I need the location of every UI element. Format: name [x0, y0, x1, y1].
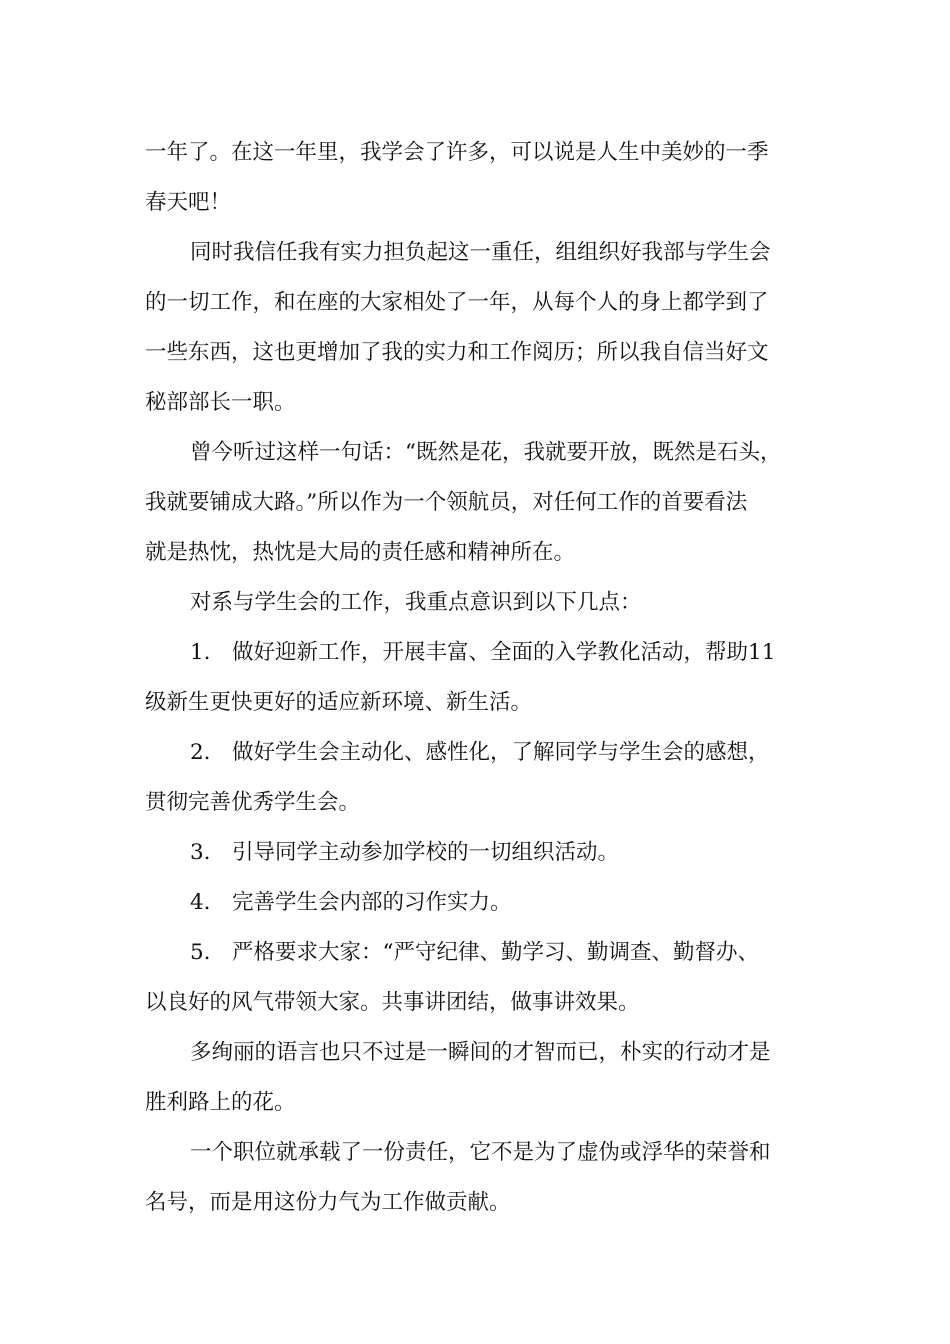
document-body [145, 128, 825, 1228]
text-line: 一个职位就承载了一份责任，它不是为了虚伪或浮华的荣誉和 [190, 1140, 771, 1165]
text-line: 的一切工作，和在座的大家相处了一年，从每个人的身上都学到了 [145, 290, 769, 315]
text-line: 一年了。在这一年里，我学会了许多，可以说是人生中美妙的一季 [145, 140, 769, 165]
text-line: 级新生更快更好的适应新环境、新生活。 [145, 690, 533, 715]
list-item-5 [145, 928, 825, 1028]
paragraph-6 [145, 1128, 825, 1228]
text-line: 胜利路上的花。 [145, 1090, 296, 1115]
text-line: 以良好的风气带领大家。共事讲团结，做事讲效果。 [145, 990, 640, 1015]
text-line: 3. 引导同学主动参加学校的一切组织活动。 [190, 840, 620, 865]
paragraph-5 [145, 1028, 825, 1128]
text-line: 1. 做好迎新工作，开展丰富、全面的入学教化活动，帮助11 [190, 640, 776, 665]
text-line: 4. 完善学生会内部的习作实力。 [190, 890, 512, 915]
paragraph-4 [145, 578, 825, 628]
paragraph-1 [145, 128, 825, 228]
list-item-2 [145, 728, 825, 828]
text-line: 一些东西，这也更增加了我的实力和工作阅历；所以我自信当好文 [145, 340, 769, 365]
text-line: 名号，而是用这份力气为工作做贡献。 [145, 1190, 511, 1215]
text-line: 贯彻完善优秀学生会。 [145, 790, 361, 815]
text-line: 2. 做好学生会主动化、感性化，了解同学与学生会的感想， [190, 740, 770, 765]
paragraph-2 [145, 228, 825, 428]
text-line: 曾今听过这样一句话：“既然是花，我就要开放，既然是石头， [190, 440, 782, 465]
text-line: 秘部部长一职。 [145, 390, 296, 415]
paragraph-3 [145, 428, 825, 578]
text-line: 多绚丽的语言也只不过是一瞬间的才智而已，朴实的行动才是 [190, 1040, 771, 1065]
list-item-3 [145, 828, 825, 878]
text-line: 对系与学生会的工作，我重点意识到以下几点： [190, 590, 642, 615]
text-line: 5. 严格要求大家：“严守纪律、勤学习、勤调查、勤督办、 [190, 940, 760, 965]
text-line: 就是热忱，热忱是大局的责任感和精神所在。 [145, 540, 576, 565]
list-item-4 [145, 878, 825, 928]
text-line: 同时我信任我有实力担负起这一重任，组组织好我部与学生会 [190, 240, 771, 265]
list-item-1 [145, 628, 825, 728]
text-line: 我就要铺成大路。”所以作为一个领航员，对任何工作的首要看法 [145, 490, 748, 515]
text-line: 春天吧！ [145, 190, 232, 215]
